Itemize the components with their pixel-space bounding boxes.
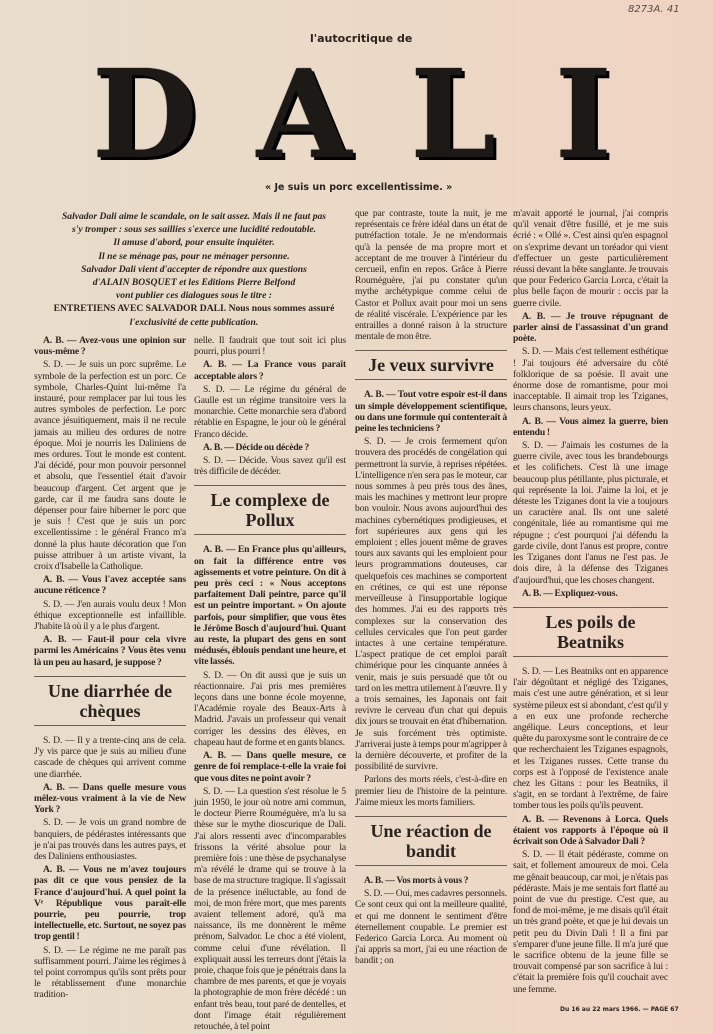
interview-answer: Parlons des morts réels, c'est-à-dire en premier lieu de l'histoire de la peinture. J'aime mieux les morts familiers.	[355, 774, 507, 808]
interview-question: A. B. — Dans quelle mesure vous mêlez-vous vraiment à la vie de New York ?	[34, 781, 186, 816]
article-column-4	[513, 208, 668, 997]
interview-question: A. B. — Expliquez-vous.	[522, 587, 618, 599]
interview-question: A. B. — Je trouve répugnant de parler ainsi de l'assassinat d'un grand poète.	[513, 310, 668, 345]
article-column-2	[194, 335, 346, 1034]
interview-answer: nelle. Il faudrait que tout soit ici plus pourri, plus pourri !	[194, 335, 346, 358]
intro-standfirst	[38, 210, 350, 329]
section-heading: Une diarrhée de chèques	[34, 676, 186, 726]
interview-answer: m'avait apporté le journal, j'ai compris qu'il venait d'être fusillé, et je me suis écrié : « Ollé ». C'est ainsi qu'en espagnol on s'exprime devant un toréador qui vient d'effectuer un geste particulièrement réussi devant la bête sanglante. Je trouvais que pour Federico Garcia Lorca, c'était la plus belle façon de mourir : occis par la guerre civile.	[513, 208, 668, 309]
tagline-quote: « Je suis un porc excellentissime. »	[265, 182, 453, 193]
interview-question: A. B. — Dans quelle mesure, ce genre de foi remplace-t-elle la vraie foi que vous dites ne point avoir ?	[194, 750, 346, 784]
intro-line: Salvador Dali aime le scandale, on le sait assez. Mais il ne faut pas	[61, 211, 327, 222]
interview-question: A. B. — La France vous paraît acceptable alors ?	[194, 359, 346, 382]
section-heading: Les poils de Beatniks	[513, 607, 668, 657]
interview-answer: S. D. — On dit aussi que je suis un réactionnaire. J'ai pris mes premières leçons dans une bonne école moyenne, l'Académie royale des Beaux-Arts à Madrid. J'avais un professeur qui venait corriger les dessins des élèves, en chapeau haut de forme et en gants blancs.	[194, 669, 346, 748]
section-heading: Je veux survivre	[355, 350, 507, 380]
interview-question: A. B. — Vous aimez la guerre, bien entendu !	[513, 415, 668, 438]
logo-letter: L	[410, 42, 497, 186]
interview-question: A. B. — Revenons à Lorca. Quels étaient vos rapports à l'époque où il écrivait son Ode à Salvador Dali ?	[513, 813, 668, 847]
interview-answer: S. D. — Oui, mes cadavres personnels. Ce sont ceux qui ont la meilleure qualité, et qui me donnent le sentiment d'être éternellement coupable. Le premier est Federico Garcia Lorca. Au moment où j'ai appris sa mort, j'ai eu une réaction de bandit ; on	[355, 888, 507, 967]
handwritten-archive-note: 8273A. 41	[628, 4, 680, 15]
interview-question: A. B. — Tout votre espoir est-il dans un simple développement scientifique, ou dans une formule qui contenterait à peine les techniciens ?	[355, 389, 507, 435]
interview-answer: S. D. — Le régime ne me paraît pas suffisamment pourri. J'aime les régimes à tel point corrompus qu'ils sont prêts pour le rétablissement d'une monarchie tradition-	[34, 944, 186, 1001]
section-heading: Une réaction de bandit	[355, 816, 507, 866]
interview-question: A. B. — Vous l'avez acceptée sans aucune réticence ?	[34, 574, 186, 597]
section-heading: Le complexe de Pollux	[194, 485, 346, 535]
interview-answer: S. D. — J'aimais les costumes de la guerre civile, avec tous les brandebourgs et les colifichets. C'est là une image beaucoup plus pétillante, plus picturale, et qui représente la loi. J'aime la loi, et je déteste les Tziganes dont la vie a toujours un caractère anal. Ils ont une saleté congénitale, liée au romantisme qui me répugne ; c'est pourquoi j'ai défendu la garde civile, dont l'anus est propre, contre les Tziganes dont l'anus ne l'est pas. Je dois dire, à la défense des Tziganes d'aujourd'hui, que les choses changent.	[513, 440, 668, 586]
interview-question: A. B. — Décide ou décède ?	[203, 441, 310, 453]
interview-answer: que par contraste, toute la nuit, je me représentais ce frère idéal dans un état de putréfaction totale. Je ne m'endormais qu'à la pensée de ma propre mort et acceptant de me trouver à l'intérieur du cercueil, enfin en repos. Grâce à Pierre Rouméguère, j'ai pu constater qu'un mythe archétypique comme celui de Castor et Pollux avait pour moi un sens de réalité viscérale. L'expérience par les entrailles a donné raison à la structure mentale de mon être.	[355, 208, 507, 343]
intro-line: Salvador Dali vient d'accepter de répondre aux questions	[81, 263, 307, 275]
logo-letter: D	[92, 42, 198, 186]
intro-line: vont publier ces dialogues sous le titre :	[116, 290, 272, 302]
interview-answer: S. D. — Il y a trente-cinq ans de cela. J'y vis parce que je suis au milieu d'une cascade de chèques qui arrivent comme une diarrhée.	[34, 734, 186, 780]
interview-answer: S. D. — Je crois fermement qu'on trouvera des procédés de congélation qui permettront la survie, à reprises répétées. L'intelligence n'en sera pas le moteur, car nous sommes à peu près tous des ânes, mais les machines y mettront leur propre bon vouloir. Nous avons aujourd'hui des machines cybernétiques prodigieuses, et fort supérieures aux gens qui les emploient ; elles jouent même de graves tours aux savants qui les emploient pour leurs programmations douteuses, car quelquefois ces machines se comportent en crétines, ce qui est une réponse merveilleuse à l'insupportable logique des hommes. J'ai eu des rapports très complexes sur la conservation des cellules cervicales que l'on peut garder intactes à une certaine température. L'aspect pratique de cet emploi paraît chimérique pour les cinquante années à venir, mais je suis persuadé que tôt ou tard on les mettra utilement à l'œuvre. Il y a trois semaines, les Japonais ont fait revivre le cerveau d'un chat qui depuis dix jours se trouvait en état d'hibernation. Je suis forcément très optimiste. J'arriverai juste à temps pour m'agripper à la dernière découverte, et profiter de la possibilité de survivre.	[355, 436, 507, 773]
interview-answer: S. D. — Mais c'est tellement esthétique ! J'ai toujours été adversaire du côté folklorique de sa poésie. Il avait une énorme dose de romantisme, pour moi inacceptable. Il aimait trop les Tziganes, leurs chansons, leurs yeux.	[513, 346, 668, 414]
interview-answer: S. D. — Les Beatniks ont en apparence l'air dégoûtant et négligé des Tziganes, mais c'est une autre génération, et si leur système pileux est si abondant, c'est qu'il y a en eux une profonde recherche angélique. Leurs conceptions, et leur quête du paroxysme sont le contraire de ce que recherchaient les Tziganes espagnols, et les Tziganes russes. Cette transe du corps est à l'opposé de l'existence anale chez les Gitans : pour les Beatniks, il s'agit, en se tordant à l'extrême, de faire tomber tous les poils qu'ils peuvent.	[513, 665, 668, 812]
kicker: l'autocritique de	[310, 32, 413, 45]
logo-letter: I	[554, 42, 612, 186]
interview-question: A. B. — Vos morts à vous ?	[364, 874, 469, 886]
intro-line: Il ne se ménage pas, pour ne ménager personne.	[98, 250, 290, 262]
intro-line: d'ALAIN BOSQUET et les Editions Pierre Belfond	[92, 277, 296, 289]
intro-line: l'exclusivité de cette publication.	[129, 316, 259, 328]
intro-line: s'y tromper : sous ses saillies s'exerce une lucidité redoutable.	[71, 224, 317, 236]
article-column-1	[34, 335, 186, 1003]
intro-line: Il amuse d'abord, pour ensuite inquiéter.	[113, 237, 275, 249]
interview-answer: S. D. — J'en aurais voulu deux ! Mon éthique exceptionnelle est infaillible. J'habite là où il y a le plus d'argent.	[34, 598, 186, 633]
page-footer: Du 16 au 22 mars 1966. — PAGE 67	[560, 1006, 679, 1013]
interview-question: A. B. — Vous ne m'avez toujours pas dit ce que vous pensiez de la France d'aujourd'hui. A quel point la Vᵉ République vous paraît-elle pourrie, peu pourrie, trop intellectuelle, etc. Surtout, ne soyez pas trop gentil !	[34, 864, 186, 943]
interview-answer: S. D. — Le régime du général de Gaulle est un régime transitoire vers la monarchie. Cette monarchie sera d'abord rétablie en Espagne, le jour où le général Franco décide.	[194, 383, 346, 440]
interview-question: A. B. — En France plus qu'ailleurs, on fait la différence entre vos agissements et votre peinture. On dit à peu près ceci : « Nous acceptons parfaitement Dali peintre, parce qu'il est un peintre important. » On ajoute parfois, pour simplifier, que vous êtes le Jérôme Bosch d'aujourd'hui. Quant au reste, la plupart des gens en sont médusés, éblouis pendant une heure, et vite lassés.	[194, 544, 346, 668]
article-column-3	[355, 208, 507, 969]
interview-answer: S. D. — Il était pédéraste, comme on sait, et follement amoureux de moi. Cela me gênait beaucoup, car moi, je n'étais pas pédéraste. Mais je me sentais fort flatté au point de vue du prestige. C'est que, au fond de moi-même, je me disais qu'il était un très grand poète, et que je lui devais un petit peu du Divin Dali ! Il a fini par s'emparer d'une jeune fille. Il m'a juré que le sacrifice obtenu de la jeune fille se trouvait compensé par son sacrifice à lui : c'était la première fois qu'il couchait avec une femme.	[513, 849, 668, 995]
interview-answer: S. D. — Décide. Vous savez qu'il est très difficile de décéder.	[194, 455, 346, 478]
intro-line: ENTRETIENS AVEC SALVADOR DALI. Nous nous sommes assuré	[53, 303, 335, 315]
interview-question: A. B. — Avez-vous une opinion sur vous-même ?	[34, 335, 186, 358]
dali-ornamental-logo	[92, 42, 612, 186]
interview-answer: S. D. — Je vois un grand nombre de banquiers, de pédérastes intéressants que je n'ai pas trouvés dans les autres pays, et des Daliniens enthousiastes.	[34, 817, 186, 862]
interview-answer: S. D. — La question s'est résolue le 5 juin 1950, le jour où notre ami commun, le docteur Pierre Rouméguère, m'a lu sa thèse sur le mythe dioscurique de Dali. J'ai alors ressenti avec d'incomparables frissons la vérité absolue pour la première fois : une thèse de psychanalyse m'a révélé le drame qui se trouve à la base de ma structure tragique. Il s'agissait de la présence inéluctable, au fond de moi, de mon frère mort, que mes parents avaient tellement adoré, qu'à ma naissance, ils me donnèrent le même prénom, Salvador. Le choc a été violent, comme celui d'une révélation. Il expliquait aussi les terreurs dont j'étais la proie, chaque fois que je pénétrais dans la chambre de mes parents, et que je voyais la photographie de mon frère décédé : un enfant très beau, tout paré de dentelles, et dont l'image était régulièrement retouchée, à tel point	[194, 785, 346, 1032]
interview-question: A. B. — Faut-il pour cela vivre parmi les Américains ? Vous êtes venu là un peu au hasard, je suppose ?	[34, 634, 186, 668]
logo-letter: A	[256, 42, 352, 186]
interview-answer: S. D. — Je suis un porc suprême. Le symbole de la perfection est un porc. Ce symbole, Charles-Quint lui-même l'a instauré, pour remplacer par lui tous les autres symboles de perfection. Le porc avance jésuitiquement, mais il ne recule jamais au milieu des ordures de notre époque. Moi je nourris les Daliniens de mes ordures. Tout le monde est content. J'ai décidé, pour mon pouvoir personnel et absolu, que l'essentiel était d'avoir beaucoup d'argent. Cet argent que je garde, car il me faudra sans doute le dépenser pour faire hiberner le porc que je suis ! C'est que je suis un porc excellentissime : le général Franco m'a donné la plus haute décoration que l'on puisse attribuer à un artiste vivant, la croix d'Isabelle la Catholique.	[34, 359, 186, 573]
